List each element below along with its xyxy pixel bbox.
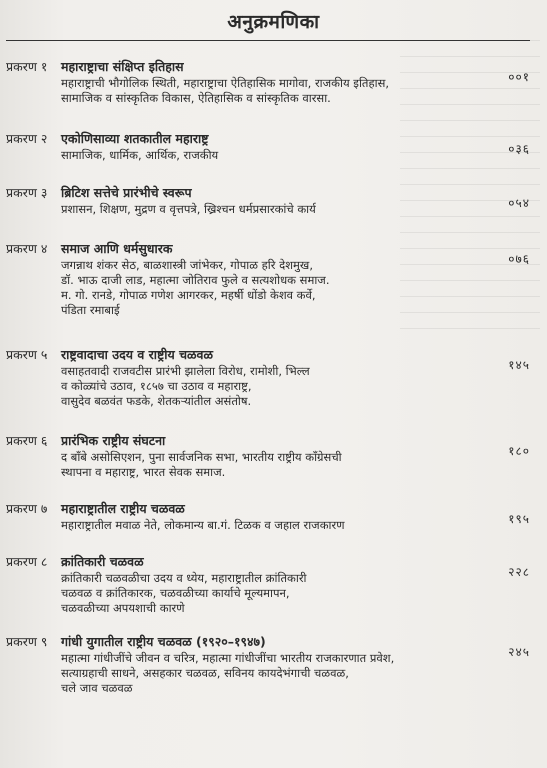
topic-line: महाराष्ट्रातील मवाळ नेते, लोकमान्य बा.गं. टिळक व जहाल राजकारण — [61, 518, 345, 532]
topic-line: द बॉंबे असोसिएशन, पुना सार्वजनिक सभा, भारतीय राष्ट्रीय कॉंग्रेसची — [61, 450, 342, 464]
chapter-page-number: १४५ — [508, 358, 530, 372]
chapter-label: प्रकरण ५ — [6, 347, 48, 362]
topic-line: महात्मा गांधीजींचे जीवन व चरित्र, महात्मा गांधीजींचा भारतीय राजकारणात प्रवेश, — [61, 651, 395, 665]
topic-line: वसाहतवादी राजवटीस प्रारंभी झालेला विरोध, रामोशी, भिल्ल — [61, 364, 310, 378]
chapter-page-number: ०७६ — [508, 252, 530, 266]
topic-line: डॉ. भाऊ दाजी लाड, महात्मा जोतिराव फुले व सत्यशोधक समाज. — [61, 273, 330, 287]
chapter-topics — [61, 148, 481, 163]
chapter-page-number: ००१ — [508, 70, 530, 84]
chapter-topics — [61, 571, 481, 616]
chapter-topics — [61, 364, 481, 409]
topic-line: सत्याग्रहाची साधने, असहकार चळवळ, सविनय कायदेभंगाची चळवळ, — [61, 666, 349, 680]
chapter-page-number: २२८ — [508, 565, 530, 579]
topic-line: प्रशासन, शिक्षण, मुद्रण व वृत्तपत्रे, ख्रिश्चन धर्मप्रसारकांचे कार्य — [61, 202, 316, 216]
chapter-topics — [61, 651, 481, 696]
chapter-topics — [61, 258, 481, 318]
chapter-topics — [61, 76, 481, 106]
chapter-heading: समाज आणि धर्मसुधारक — [61, 241, 173, 256]
chapter-topics — [61, 202, 481, 217]
chapter-label: प्रकरण ७ — [6, 501, 48, 516]
chapter-page-number: ०५४ — [508, 196, 530, 210]
topic-line: म. गो. रानडे, गोपाळ गणेश आगरकर, महर्षी धोंडो केशव कर्वे, — [61, 288, 316, 302]
topic-line: वासुदेव बळवंत फडके, शेतकऱ्यांतील असंतोष. — [61, 394, 252, 408]
topic-line: सामाजिक, धार्मिक, आर्थिक, राजकीय — [61, 148, 219, 162]
topic-line: चळवळ व क्रांतिकारक, चळवळीच्या कार्याचे मूल्यमापन, — [61, 586, 290, 600]
title-rule — [6, 40, 530, 41]
chapter-page-number: १९५ — [508, 512, 530, 526]
topic-line: महाराष्ट्राची भौगोलिक स्थिती, महाराष्ट्राचा ऐतिहासिक मागोवा, राजकीय इतिहास, — [61, 76, 389, 90]
topic-line: पंडिता रमाबाई — [61, 303, 120, 317]
chapter-label: प्रकरण ४ — [6, 241, 48, 256]
chapter-heading: राष्ट्रवादाचा उदय व राष्ट्रीय चळवळ — [61, 347, 214, 362]
topic-line: जगन्नाथ शंकर सेठ, बाळशास्त्री जांभेकर, गोपाळ हरि देशमुख, — [61, 258, 313, 272]
topic-line: क्रांतिकारी चळवळीचा उदय व ध्येय, महाराष्ट्रातील क्रांतिकारी — [61, 571, 307, 585]
chapter-label: प्रकरण ६ — [6, 433, 48, 448]
chapter-heading: महाराष्ट्राचा संक्षिप्त इतिहास — [61, 59, 184, 74]
chapter-heading: क्रांतिकारी चळवळ — [61, 554, 144, 569]
chapter-page-number: ०३६ — [508, 142, 530, 156]
chapter-heading: प्रारंभिक राष्ट्रीय संघटना — [61, 433, 166, 448]
chapter-page-number: २४५ — [508, 645, 530, 659]
page-title: अनुक्रमणिका — [227, 11, 320, 33]
topic-line: चळवळीच्या अपयशाची कारणे — [61, 601, 185, 615]
chapter-heading: ब्रिटिश सत्तेचे प्रारंभीचे स्वरूप — [61, 185, 192, 200]
chapter-topics — [61, 450, 481, 480]
chapter-label: प्रकरण ३ — [6, 185, 48, 200]
chapter-heading: गांधी युगातील राष्ट्रीय चळवळ (१९२०–१९४७) — [61, 634, 266, 649]
chapter-page-number: १८० — [508, 444, 530, 458]
chapter-label: प्रकरण ८ — [6, 554, 48, 569]
chapter-heading: एकोणिसाव्या शतकातील महाराष्ट्र — [61, 131, 209, 146]
topic-line: सामाजिक व सांस्कृतिक विकास, ऐतिहासिक व सांस्कृतिक वारसा. — [61, 91, 331, 105]
topic-line: चले जाव चळवळ — [61, 681, 133, 695]
chapter-heading: महाराष्ट्रातील राष्ट्रीय चळवळ — [61, 501, 185, 516]
topic-line: व कोळ्यांचे उठाव, १८५७ चा उठाव व महाराष्ट्र, — [61, 379, 252, 393]
chapter-label: प्रकरण २ — [6, 131, 48, 146]
chapter-label: प्रकरण ९ — [6, 634, 48, 649]
chapter-label: प्रकरण १ — [6, 59, 48, 74]
topic-line: स्थापना व महाराष्ट्र, भारत सेवक समाज. — [61, 465, 226, 479]
chapter-topics — [61, 518, 481, 533]
